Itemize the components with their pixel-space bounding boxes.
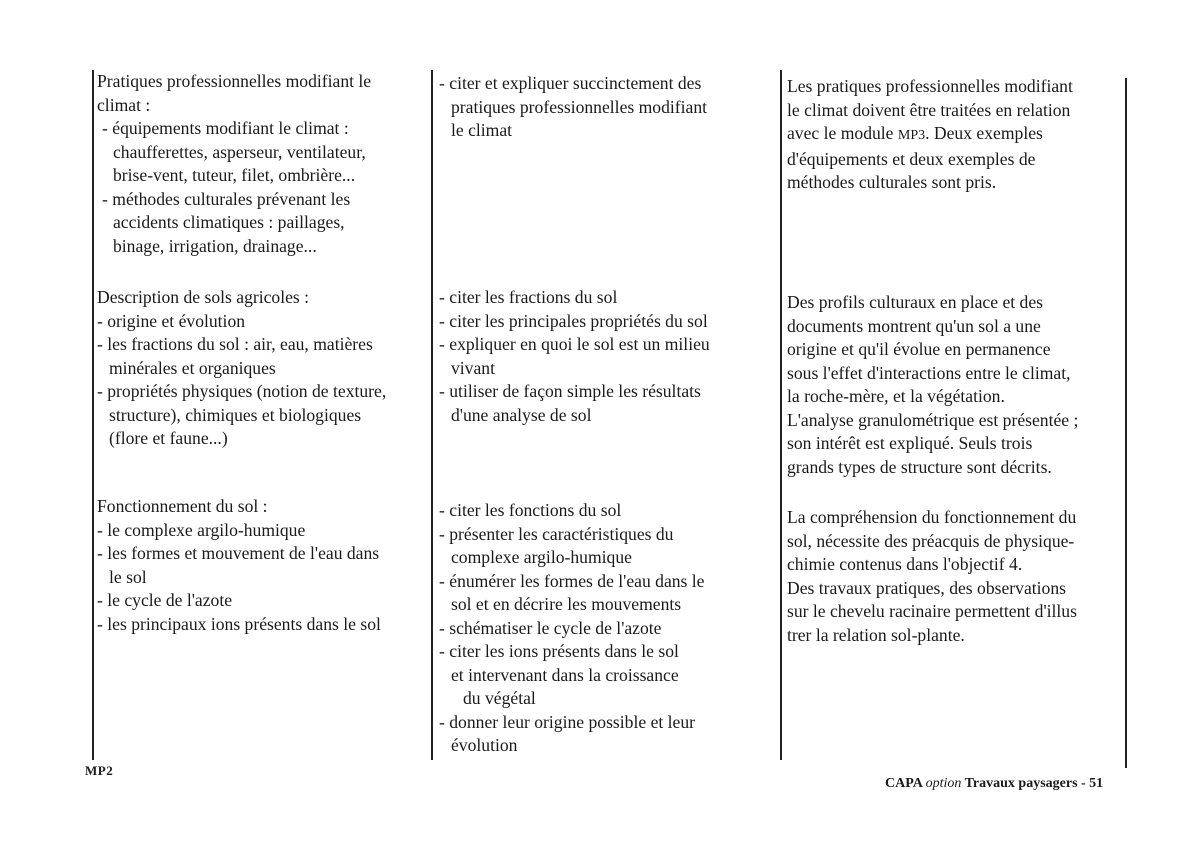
text-line: - les formes et mouvement de l'eau dans — [97, 543, 380, 563]
text-line: - citer et expliquer succinctement des — [439, 73, 702, 93]
text-line: - équipements modifiant le climat : — [102, 118, 349, 138]
text-line: accidents climatiques : paillages, — [113, 212, 345, 232]
text-line: - citer les principales propriétés du sol — [439, 310, 708, 331]
text-line: origine et qu'il évolue en permanence — [787, 339, 1051, 359]
text-line: brise-vent, tuteur, filet, ombrière... — [113, 165, 356, 185]
text-fragment: avec le module — [787, 123, 898, 143]
text-line: minérales et organiques — [109, 357, 276, 378]
text-line: - citer les fractions du sol — [439, 287, 618, 307]
module-code: MP2 — [85, 763, 114, 778]
text-line: d'une analyse de sol — [451, 404, 592, 425]
text-line: grands types de structure sont décrits. — [787, 456, 1052, 477]
text-line: trer la relation sol-plante. — [787, 624, 965, 645]
text-line: - méthodes culturales prévenant les — [102, 188, 351, 209]
text-line: d'équipements et deux exemples de — [787, 148, 1036, 169]
text-line: sol et en décrire les mouvements — [451, 594, 682, 614]
text-line: (flore et faune...) — [109, 428, 228, 448]
text-line: complexe argilo-humique — [451, 547, 632, 567]
text-line: Les pratiques professionnelles modifiant — [787, 76, 1073, 96]
text-line: évolution — [451, 735, 518, 755]
footer-option: option — [925, 776, 962, 791]
text-line: le sol — [109, 566, 147, 587]
text-line: Des profils culturaux en place et des — [787, 292, 1043, 312]
text-line: binage, irrigation, drainage... — [113, 235, 317, 256]
text-line: L'analyse granulométrique est présentée ; — [787, 409, 1079, 430]
text-line: - le cycle de l'azote — [97, 590, 233, 610]
text-line: pratiques professionnelles modifiant — [451, 96, 708, 117]
text-line: méthodes culturales sont pris. — [787, 172, 997, 192]
column-divider-right — [1125, 78, 1127, 768]
text-line: - utiliser de façon simple les résultats — [439, 381, 701, 401]
climate-practices-block — [97, 70, 427, 258]
page-footer — [885, 776, 1103, 792]
text-line: Description de sols agricoles : — [97, 287, 310, 307]
text-line: - énumérer les formes de l'eau dans le — [439, 570, 705, 591]
text-line: - propriétés physiques (notion de texture, — [97, 381, 387, 401]
module-reference: MP3 — [897, 128, 926, 143]
text-line: - présenter les caractéristiques du — [439, 523, 674, 544]
text-line: - citer les ions présents dans le sol — [439, 641, 679, 661]
text-line: - le complexe argilo-humique — [97, 519, 306, 540]
text-line: climat : — [97, 94, 151, 115]
text-line: le climat — [451, 120, 513, 140]
text-line: sol, nécessite des préacquis de physique- — [787, 530, 1075, 551]
text-line: et intervenant dans la croissance — [451, 664, 679, 685]
text-line: du végétal — [463, 688, 536, 708]
soil-functioning-block — [97, 495, 427, 636]
text-line: La compréhension du fonctionnement du — [787, 507, 1077, 527]
text-line: - schématiser le cycle de l'azote — [439, 617, 662, 638]
text-line: - origine et évolution — [97, 310, 246, 331]
functioning-objectives-block — [439, 499, 775, 758]
soil-recommendations-block — [787, 291, 1123, 479]
text-line: vivant — [451, 357, 495, 378]
text-fragment: . Deux exemples — [925, 123, 1043, 143]
text-line: chimie contenus dans l'objectif 4. — [787, 554, 1023, 574]
soil-objectives-block — [439, 286, 775, 427]
text-line: son intérêt est expliqué. Seuls trois — [787, 433, 1033, 453]
text-line: Des travaux pratiques, des observations — [787, 577, 1066, 598]
text-line: chaufferettes, asperseur, ventilateur, — [113, 141, 366, 162]
functioning-recommendations-block — [787, 506, 1123, 647]
text-line: documents montrent qu'un sol a une — [787, 315, 1041, 336]
soil-description-block — [97, 286, 427, 451]
text-line: - les principaux ions présents dans le sol — [97, 613, 381, 634]
column-divider-left — [92, 70, 94, 760]
text-line: la roche-mère, et la végétation. — [787, 386, 1005, 406]
text-line: sur le chevelu racinaire permettent d'illus — [787, 601, 1077, 621]
climate-objectives-block — [439, 72, 775, 143]
text-line: structure), chimiques et biologiques — [109, 404, 362, 425]
text-line: Fonctionnement du sol : — [97, 496, 268, 516]
text-line — [787, 122, 1123, 148]
footer-capa: CAPA — [885, 776, 926, 791]
column-divider-middle-left — [431, 70, 433, 760]
text-line: - citer les fonctions du sol — [439, 500, 622, 520]
text-line: Pratiques professionnelles modifiant le — [97, 71, 372, 91]
text-line: - les fractions du sol : air, eau, matières — [97, 334, 373, 354]
text-line: - expliquer en quoi le sol est un milieu — [439, 334, 710, 354]
column-divider-middle-right — [780, 70, 782, 760]
footer-title: Travaux paysagers - 51 — [961, 776, 1104, 791]
text-line: le climat doivent être traitées en relation — [787, 99, 1071, 120]
text-line: sous l'effet d'interactions entre le climat, — [787, 362, 1071, 383]
climate-recommendations-block — [787, 75, 1123, 195]
text-line: - donner leur origine possible et leur — [439, 711, 696, 732]
